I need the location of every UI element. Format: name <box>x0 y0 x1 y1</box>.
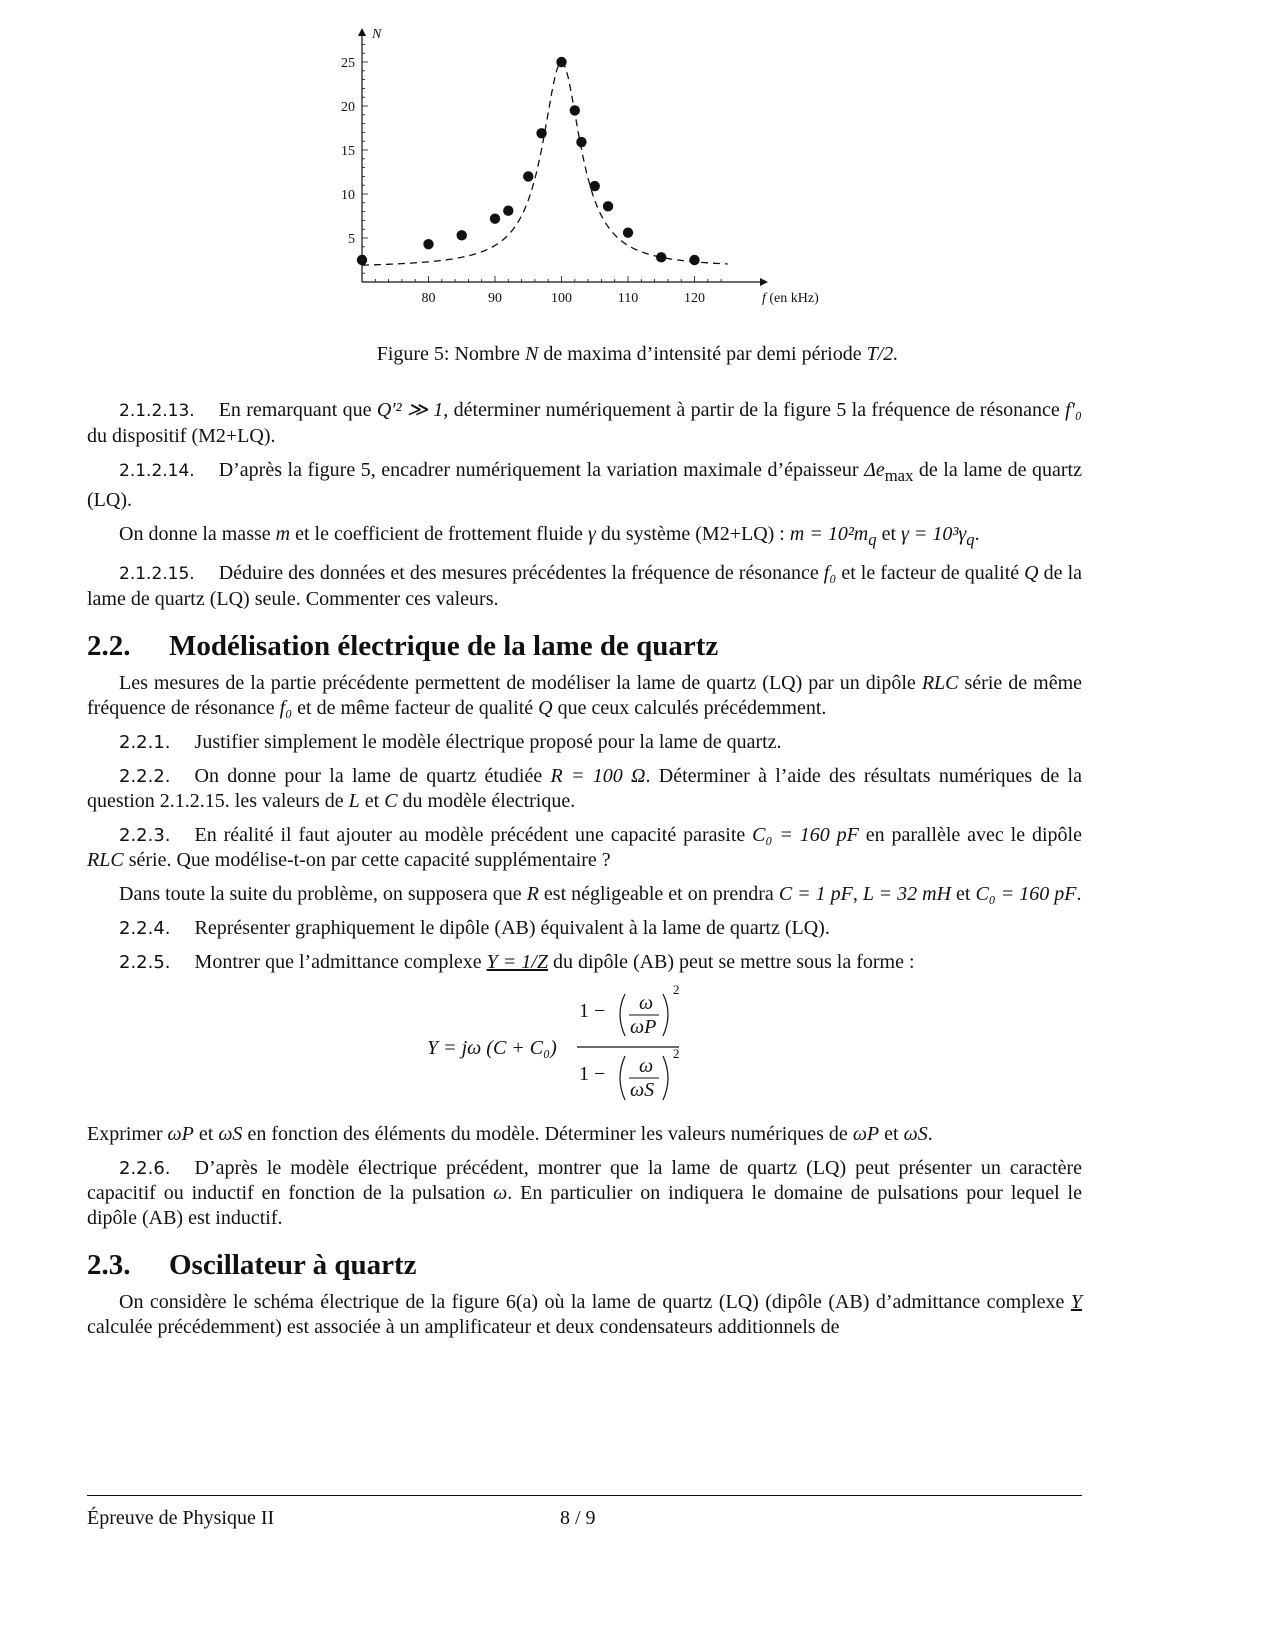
caption-prefix: Figure 5: Nombre <box>376 343 526 365</box>
data-point <box>457 230 467 240</box>
assumption-paragraph: Dans toute la suite du problème, on supposera que R est négligeable et on prendra C = 1 pF, L = 32 mH et C₀ = 160 pF. <box>119 883 1082 905</box>
formula-num-one-minus: 1 − <box>579 1000 606 1022</box>
x-tick-label: 110 <box>617 291 639 306</box>
svg-text:ω: ω <box>639 992 654 1014</box>
y-tick-label: 25 <box>341 56 355 71</box>
question-number: 2.1.2.13. <box>119 401 195 421</box>
express-paragraph: Exprimer ωP et ωS en fonction des éléments du modèle. Déterminer les valeurs numériques de ωP et ωS. <box>87 1123 933 1145</box>
footer-rule <box>87 1495 1082 1496</box>
caption-period: T/2. <box>866 343 899 365</box>
footer-title: Épreuve de Physique II <box>87 1507 275 1529</box>
section-number: 2.3. <box>87 1249 131 1281</box>
data-point <box>523 171 533 181</box>
x-tick-label: 80 <box>421 291 436 306</box>
data-point <box>603 201 613 211</box>
data-point <box>570 105 580 115</box>
formula-svg <box>427 984 727 1112</box>
caption-var: N <box>525 343 539 365</box>
question-2-2-3: 2.2.3. En réalité il faut ajouter au modèle précédent une capacité parasite C₀ = 160 pF en parallèle avec le dipôle RLC série. Que modélise-t-on par cette capacité supplémentaire ? <box>87 824 1082 871</box>
x-axis-label <box>762 291 819 306</box>
question-number: 2.1.2.15. <box>119 564 195 584</box>
chart-svg <box>330 20 890 320</box>
paren-right-num <box>663 994 668 1036</box>
math-mass-eq: m = 10²m <box>789 523 869 545</box>
svg-text:2: 2 <box>673 984 680 997</box>
y-tick-label: 20 <box>341 100 355 115</box>
x-axis-arrow <box>760 278 768 286</box>
data-point <box>556 57 566 67</box>
y-axis-arrow <box>358 28 366 36</box>
svg-text:ωP: ωP <box>630 1016 657 1038</box>
page-content <box>87 398 1082 1349</box>
x-tick-label: 120 <box>684 291 705 306</box>
question-2-2-1: 2.2.1. Justifier simplement le modèle électrique proposé pour la lame de quartz. <box>119 731 782 753</box>
paren-right-den <box>663 1056 668 1100</box>
section-title: Oscillateur à quartz <box>169 1249 417 1281</box>
page-number: 8 / 9 <box>560 1507 596 1529</box>
math-gamma-eq: γ = 10³γ <box>901 523 967 545</box>
data-point <box>423 239 433 249</box>
question-2-2-6: 2.2.6. D’après le modèle électrique précédent, montrer que la lame de quartz (LQ) peut présenter un caractère capacitif ou inductif en fonction de la pulsation ω. En particulier on indiquera le domaine de pulsations pour lequel le dipôle (AB) est inductif. <box>87 1157 1082 1229</box>
question-2-1-2-15: 2.1.2.15. Déduire des données et des mesures précédentes la fréquence de résonance f₀ et le facteur de qualité Q de la lame de quartz (LQ) seule. Commenter ces valeurs. <box>87 562 1082 610</box>
figure-caption <box>0 343 1275 366</box>
question-2-1-2-14: 2.1.2.14. D’après la figure 5, encadrer numériquement la variation maximale d’épaisseur $\Delta e_{max}$ de la lame de quartz (LQ). <box>87 459 1082 511</box>
formula-lhs: Y = jω (C + C₀) <box>427 1037 557 1059</box>
question-number: 2.1.2.14. <box>119 461 195 481</box>
y-tick-label: 15 <box>341 144 355 159</box>
data-point <box>357 255 367 265</box>
given-data-paragraph: On donne la masse m et le coefficient de frottement fluide γ du système (M2+LQ) : $m = 10^2m_q$ et $\gamma = 10^3\gamma_q$. <box>119 523 980 549</box>
question-number: 2.2.1. <box>119 732 171 753</box>
caption-suffix: de maxima d’intensité par demi période <box>538 343 867 365</box>
data-point <box>503 206 513 216</box>
svg-text:ω: ω <box>639 1055 654 1077</box>
fit-curve <box>362 62 728 265</box>
data-point <box>590 181 600 191</box>
section-title: Modélisation électrique de la lame de quartz <box>169 630 719 662</box>
question-2-2-2: 2.2.2. On donne pour la lame de quartz étudiée R = 100 Ω. Déterminer à l’aide des résultats numériques de la question 2.1.2.15. les valeurs de L et C du modèle électrique. <box>87 765 1082 812</box>
section-2-2-heading <box>87 630 1082 662</box>
x-tick-label: 100 <box>551 291 572 306</box>
figure-5-chart <box>330 20 890 320</box>
formula-den-one-minus: 1 − <box>579 1063 606 1085</box>
section-2-3-heading <box>87 1249 1082 1281</box>
paren-left-den <box>620 1056 625 1100</box>
data-point <box>536 128 546 138</box>
math-q-prime: Q′² ≫ 1 <box>376 399 444 421</box>
y-tick-label: 5 <box>348 232 355 247</box>
question-number: 2.2.3. <box>119 825 171 846</box>
data-point <box>623 228 633 238</box>
data-point <box>576 137 586 147</box>
y-axis-label: N <box>372 27 382 42</box>
data-point <box>490 213 500 223</box>
admittance-formula <box>87 984 1082 1112</box>
data-point <box>656 252 666 262</box>
question-number: 2.2.4. <box>119 918 171 939</box>
question-number: 2.2.5. <box>119 952 171 973</box>
math-delta-e: Δe <box>864 459 885 481</box>
x-axis-label-var: f <box>762 291 766 306</box>
question-2-2-5: 2.2.5. Montrer que l’admittance complexe Y = 1/Z du dipôle (AB) peut se mettre sous la forme : <box>119 951 915 973</box>
math-f0-prime: f′₀ <box>1065 399 1082 421</box>
question-2-1-2-13: 2.1.2.13. En remarquant que Q′² ≫ 1, déterminer numériquement à partir de la figure 5 la fréquence de résonance f′₀ du dispositif (M2+LQ). <box>87 399 1082 447</box>
question-number: 2.2.2. <box>119 766 171 787</box>
svg-text:2: 2 <box>673 1046 680 1061</box>
x-axis-label-unit: (en kHz) <box>765 291 819 306</box>
paren-left-num <box>620 994 625 1036</box>
section-number: 2.2. <box>87 630 131 662</box>
question-number: 2.2.6. <box>119 1158 171 1179</box>
y-tick-label: 10 <box>341 188 355 203</box>
section-2-2-intro: Les mesures de la partie précédente permettent de modéliser la lame de quartz (LQ) par un dipôle RLC série de même fréquence de résonance f₀ et de même facteur de qualité Q que ceux calculés précédemment. <box>87 672 1083 719</box>
x-tick-label: 90 <box>488 291 502 306</box>
data-point <box>689 255 699 265</box>
svg-text:ωS: ωS <box>630 1079 655 1101</box>
section-2-3-intro: On considère le schéma électrique de la figure 6(a) où la lame de quartz (LQ) (dipôle (AB) d’admittance complexe Y calculée précédemment) est associée à un amplificateur et deux condensateurs additionnels de <box>87 1291 1082 1338</box>
question-2-2-4: 2.2.4. Représenter graphiquement le dipôle (AB) équivalent à la lame de quartz (LQ). <box>119 917 830 939</box>
